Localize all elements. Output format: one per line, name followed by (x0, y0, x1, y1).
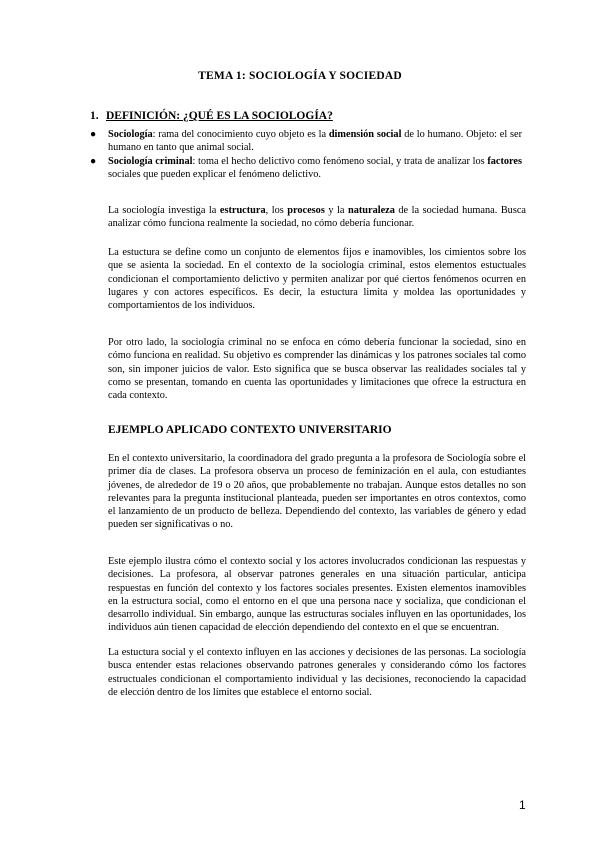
paragraph-estructura: La estuctura se define como un conjunto de elementos fijos e inamovibles, los cimientos sobre los que se asienta la sociedad. En el contexto de la sociología criminal, estos elementos estuctuales condicionan el comportamiento delictivo y permiten analizar por qué ciertos fenómenos ocurren en lugares y con actores específicos. Es decir, la estuctura limita y moldea las oportunidades y comportamientos de los individuos. (108, 247, 526, 312)
paragraph-text: La sociología investiga la (108, 205, 220, 216)
list-item-sociologia (90, 128, 522, 155)
definition-text: : rama del conocimiento cuyo objeto es la (152, 129, 329, 140)
term-sociologia-criminal: Sociología criminal (108, 155, 193, 167)
paragraph-estructura-social: La estuctura social y el contexto influyen en las acciones y decisiones de las personas. La sociología busca entender estas relaciones observando patrones generales y considerando cómo los factores estructuales condicionan el comportamiento individual y las decisiones, reconociendo la capacidad de elección dentro de los límites que establece el entorno social. (108, 647, 526, 698)
paragraph-ejemplo-ilustra: Este ejemplo ilustra cómo el contexto social y los actores involucrados condicionan las respuestas y decisiones. La profesora, al observar patrones generales en una situación particular, anticipa respuestas en función del contexto y los factores sociales presentes. Existen elementos inamovibles en la estructura social, como el entorno en el que una persona nace y socializa, que condicionan el desarrollo individual. Sin embargo, aunque las estructuras sociales influyen en las oportunidades, los individuos aún tienen capacidad de elección dependiendo del contexto en el que se encuentran. (108, 556, 526, 634)
definition-text: de lo humano. Objeto: el ser humano en tanto que animal social. (108, 129, 523, 154)
bullet-icon: ● (90, 155, 97, 167)
section-heading-text: DEFINICIÓN: ¿QUÉ ES LA SOCIOLOGÍA? (106, 110, 333, 122)
paragraph-text: de la sociedad humana. Busca analizar cómo funciona realmente la sociedad, no cómo debería funcionar. (108, 205, 526, 230)
list-item-sociologia-criminal (90, 155, 522, 182)
definition-text: : toma el hecho delictivo como fenómeno social, y trata de analizar los (192, 155, 488, 167)
paragraph-bold: procesos (287, 205, 325, 216)
term-sociologia: Sociología (108, 129, 153, 140)
paragraph-contexto-universitario: En el contexto universitario, la coordinadora del grado pregunta a la profesora de Sociología sobre el primer día de clases. La profesora observa un proceso de feminización en el aula, con estudiantes jóvenes, de alrededor de 19 o 20 años, que probablemente no trabajan. Aunque estos detalles no son relevantes para la pregunta institucional planteada, pueden ser importantes en otros contextos, como el lanzamiento de un producto de belleza. Dependiendo del contexto, las variables de género y edad pueden ser significativas o no. (108, 453, 526, 531)
definition-bold: dimensión social (328, 129, 402, 140)
definition-text: sociales que pueden explicar el fenómeno delictivo. (108, 168, 322, 180)
section-heading-definicion (90, 110, 333, 122)
definition-bold: factores (487, 155, 522, 167)
paragraph-otro-lado: Por otro lado, la sociología criminal no se enfoca en cómo debería funcionar la sociedad, sino en cómo funciona en realidad. Su objetivo es comprender las dinámicas y los patrones sociales tal como son, sin imponer juicios de valor. Esto significa que se busca observar las realidades sociales tal y como se presentan, tomando en cuenta las oportunidades y limitaciones que ofrece la estructura en cada contexto. (108, 337, 526, 402)
paragraph-bold: naturaleza (347, 205, 395, 216)
bullet-icon: ● (90, 129, 97, 140)
document-title: TEMA 1: SOCIOLOGÍA Y SOCIEDAD (198, 70, 402, 82)
paragraph-investiga (108, 204, 526, 231)
paragraph-text: y la (324, 205, 348, 216)
section-number: 1. (90, 110, 99, 122)
section-heading-ejemplo: EJEMPLO APLICADO CONTEXTO UNIVERSITARIO (108, 424, 392, 436)
page-number: 1 (519, 798, 526, 812)
paragraph-bold: estructura (219, 205, 266, 216)
definition-list (90, 128, 522, 181)
paragraph-text: , los (265, 205, 288, 216)
